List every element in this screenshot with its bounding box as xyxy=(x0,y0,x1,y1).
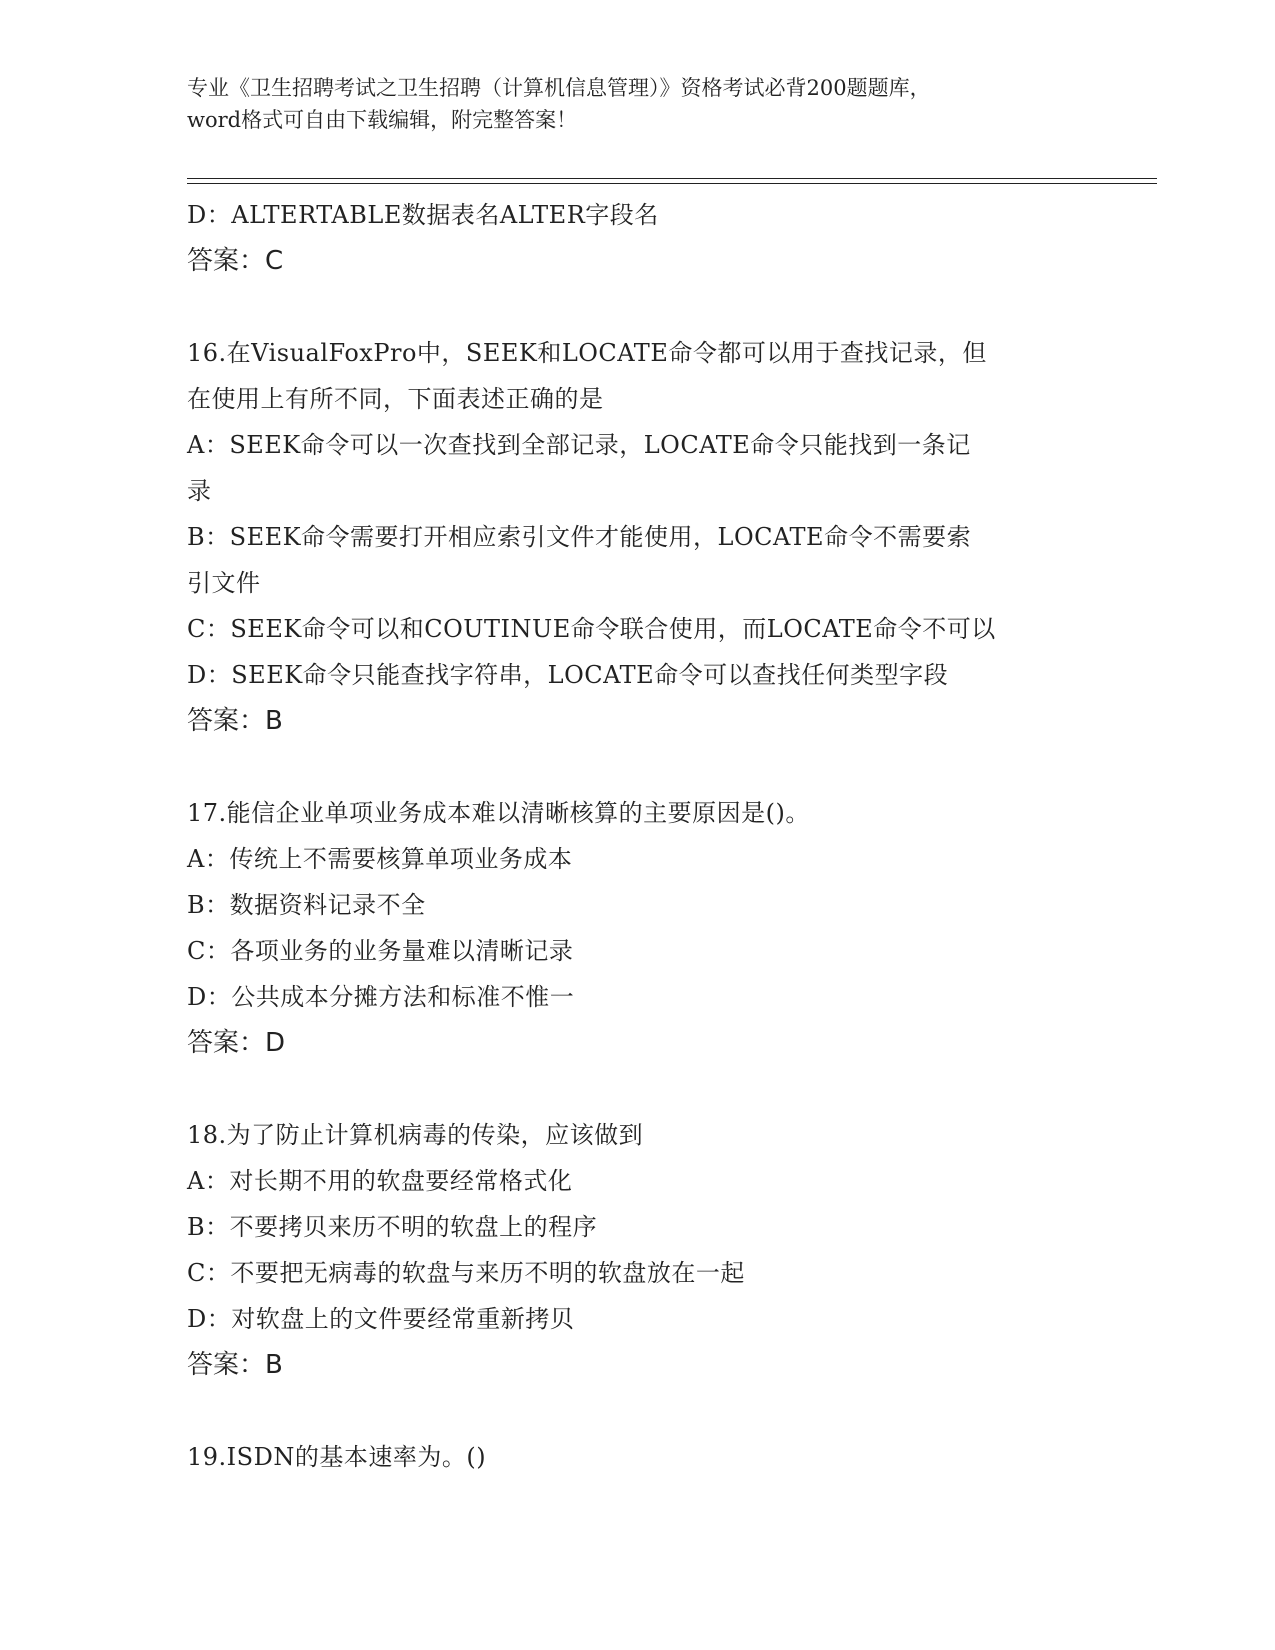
spacer xyxy=(187,1066,1087,1112)
question-stem: 16.在VisualFoxPro中，SEEK和LOCATE命令都可以用于查找记录，但 xyxy=(187,339,987,367)
header-title-line-1: 专业《卫生招聘考试之卫生招聘（计算机信息管理）》资格考试必背200题题库， xyxy=(187,76,931,100)
question-stem-cont: 在使用上有所不同，下面表述正确的是 xyxy=(187,385,604,413)
option-b: B：SEEK命令需要打开相应索引文件才能使用，LOCATE命令不需要索 xyxy=(187,523,972,551)
header-title-line-2: word格式可自由下载编辑，附完整答案！ xyxy=(187,108,578,132)
option-c: C：不要把无病毒的软盘与来历不明的软盘放在一起 xyxy=(187,1259,745,1287)
question-19 xyxy=(187,1434,1087,1480)
option-a: A：SEEK命令可以一次查找到全部记录，LOCATE命令只能找到一条记 xyxy=(187,431,971,459)
option-c: C：SEEK命令可以和COUTINUE命令联合使用，而LOCATE命令不可以 xyxy=(187,615,996,643)
answer: 答案：D xyxy=(187,1028,286,1058)
question-16 xyxy=(187,330,1087,744)
spacer xyxy=(187,1388,1087,1434)
option-b-cont: 引文件 xyxy=(187,569,261,597)
option-b: B：数据资料记录不全 xyxy=(187,891,426,919)
option-a: A：对长期不用的软盘要经常格式化 xyxy=(187,1167,573,1195)
header-divider-top xyxy=(187,178,1157,179)
option-d: D：公共成本分摊方法和标准不惟一 xyxy=(187,983,575,1011)
spacer xyxy=(187,284,1087,330)
option-c: C：各项业务的业务量难以清晰记录 xyxy=(187,937,574,965)
document-header xyxy=(187,72,1087,136)
question-list xyxy=(187,192,1087,1480)
option-a: A：传统上不需要核算单项业务成本 xyxy=(187,845,573,873)
option-b: B：不要拷贝来历不明的软盘上的程序 xyxy=(187,1213,598,1241)
question-stem: 18.为了防止计算机病毒的传染，应该做到 xyxy=(187,1121,644,1149)
header-divider-bottom xyxy=(187,183,1157,184)
option-d: D：SEEK命令只能查找字符串，LOCATE命令可以查找任何类型字段 xyxy=(187,661,949,689)
question-17 xyxy=(187,790,1087,1066)
option-a-cont: 录 xyxy=(187,477,212,505)
option-d: D：对软盘上的文件要经常重新拷贝 xyxy=(187,1305,575,1333)
spacer xyxy=(187,744,1087,790)
answer: 答案：B xyxy=(187,706,283,736)
question-stem: 17.能信企业单项业务成本难以清晰核算的主要原因是()。 xyxy=(187,799,810,827)
option-d: D：ALTERTABLE数据表名ALTER字段名 xyxy=(187,201,659,229)
answer: 答案：C xyxy=(187,246,284,276)
question-18 xyxy=(187,1112,1087,1388)
question-stem: 19.ISDN的基本速率为。() xyxy=(187,1443,487,1471)
answer: 答案：B xyxy=(187,1350,283,1380)
